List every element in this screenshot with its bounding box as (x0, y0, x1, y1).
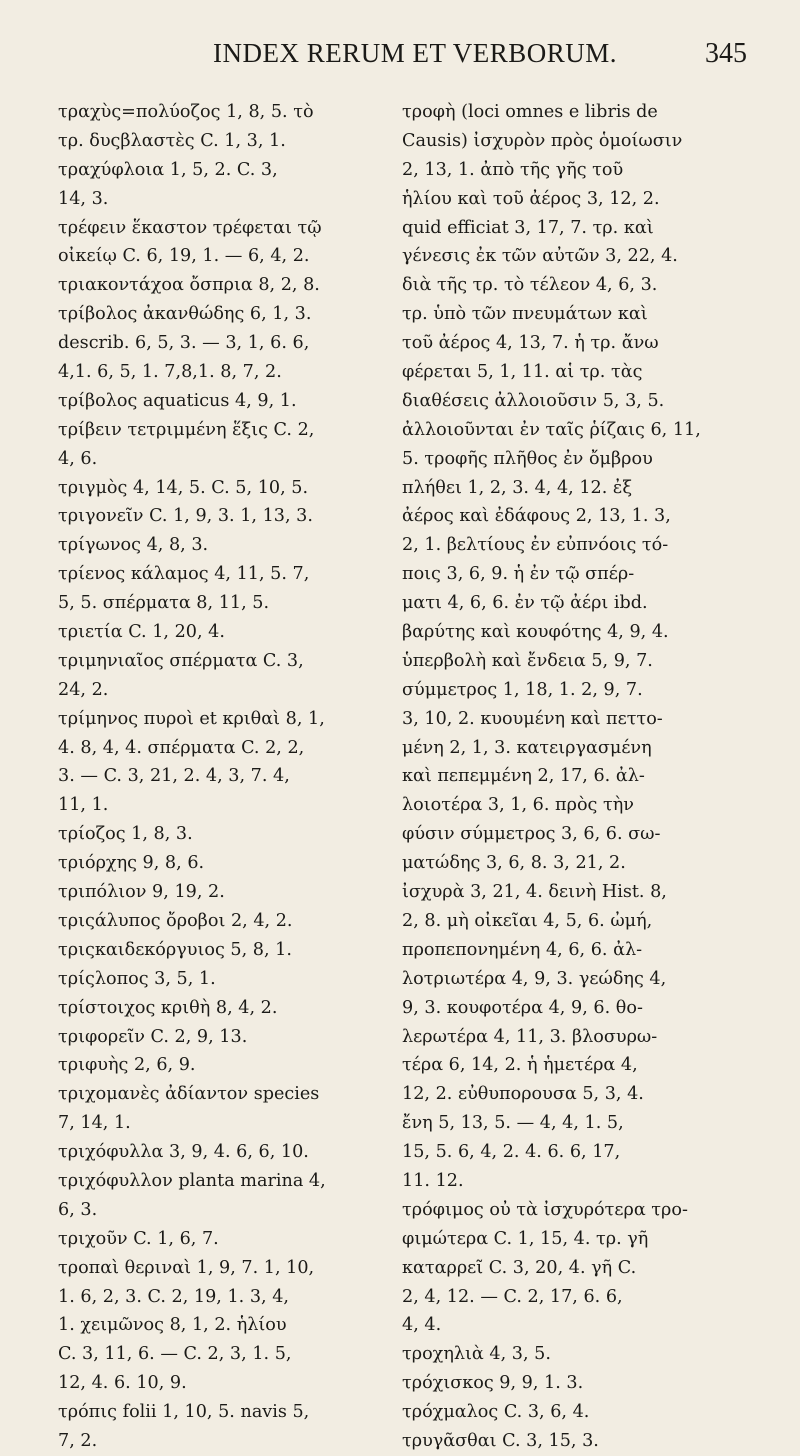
index-line: καταρρεῖ C. 3, 20, 4. γῆ C. (402, 1257, 637, 1278)
index-line: 14, 3. (58, 188, 109, 209)
index-line: τρόχμαλος C. 3, 6, 4. (402, 1402, 590, 1423)
index-line: 4. 8, 4, 4. σπέρματα C. 2, 2, (58, 737, 305, 758)
index-line: ποις 3, 6, 9. ἡ ἐν τῷ σπέρ- (402, 564, 635, 585)
index-line: τριακοντάχοα ὄσπρια 8, 2, 8. (58, 275, 320, 296)
index-line: τραχύφλοια 1, 5, 2. C. 3, (58, 159, 278, 180)
index-line: Causis) ἰσχυρὸν πρὸς ὁμοίωσιν (402, 130, 683, 151)
index-line: 4,1. 6, 5, 1. 7,8,1. 8, 7, 2. (58, 362, 282, 383)
index-line: quid efficiat 3, 17, 7. τρ. καὶ (402, 217, 654, 238)
index-line: σύμμετρος 1, 18, 1. 2, 9, 7. (402, 679, 643, 700)
index-line: τραχὺς=πολύοζος 1, 8, 5. τὸ (58, 102, 314, 122)
index-line: προπεπονημένη 4, 6, 6. ἀλ- (402, 939, 643, 960)
index-line: 5, 5. σπέρματα 8, 11, 5. (58, 593, 270, 614)
index-line: τρόφιμος οὐ τὰ ἰσχυρότερα τρο- (402, 1199, 688, 1220)
index-line: βαρύτης καὶ κουφότης 4, 9, 4. (402, 622, 669, 643)
index-line: μένη 2, 1, 3. κατειργασμένη (402, 737, 652, 758)
index-line: τριςάλυπος ὄροβοι 2, 4, 2. (58, 910, 293, 931)
index-line: 15, 5. 6, 4, 2. 4. 6. 6, 17, (402, 1142, 621, 1163)
index-line: λερωτέρα 4, 11, 3. βλοσυρω- (402, 1026, 658, 1047)
index-line: τριχομανὲς ἀδίαντον species (58, 1084, 320, 1105)
index-line: 6, 3. (58, 1199, 98, 1220)
index-line: ἰσχυρὰ 3, 21, 4. δεινὴ Hist. 8, (402, 882, 667, 903)
index-line: τροχηλιὰ 4, 3, 5. (402, 1344, 551, 1365)
index-line: τριχόφυλλον planta marina 4, (58, 1170, 326, 1191)
index-line: τρίμηνος πυροὶ et κριθαὶ 8, 1, (58, 708, 325, 729)
index-line: γένεσις ἐκ τῶν αὐτῶν 3, 22, 4. (402, 246, 678, 267)
index-line: 2, 1. βελτίους ἐν εὐπνόοις τό- (402, 535, 669, 556)
index-line: 5. τροφῆς πλῆθος ἐν ὄμβρου (402, 448, 653, 469)
index-line: C. 3, 11, 6. — C. 2, 3, 1. 5, (58, 1344, 292, 1365)
index-line: τριχόφυλλα 3, 9, 4. 6, 6, 10. (58, 1142, 309, 1163)
right-column (402, 98, 764, 1456)
index-line: ὑπερβολὴ καὶ ἔνδεια 5, 9, 7. (402, 650, 653, 671)
index-line: τριμηνιαῖος σπέρματα C. 3, (58, 650, 304, 671)
index-line: 7, 14, 1. (58, 1113, 131, 1134)
index-line: τρόχισκος 9, 9, 1. 3. (402, 1373, 584, 1394)
index-line: τριετία C. 1, 20, 4. (58, 622, 225, 643)
index-line: ἀλλοιοῦνται ἐν ταῖς ῥίζαις 6, 11, (402, 419, 701, 440)
index-line: τριόρχης 9, 8, 6. (58, 853, 205, 874)
index-line: τρίβολος aquaticus 4, 9, 1. (58, 390, 297, 411)
index-line: τροφὴ (loci omnes e libris de (402, 102, 658, 122)
index-line: τρίβειν τετριμμένη ἕξις C. 2, (58, 419, 315, 440)
index-line: τριςκαιδεκόργυιος 5, 8, 1. (58, 939, 292, 960)
page-number: 345 (705, 38, 747, 69)
index-line: πλήθει 1, 2, 3. 4, 4, 12. ἐξ (402, 477, 633, 498)
index-line: 4, 4. (402, 1315, 442, 1336)
index-line: τρυγᾶσθαι C. 3, 15, 3. (402, 1430, 599, 1451)
index-line: οἰκείῳ C. 6, 19, 1. — 6, 4, 2. (58, 246, 310, 267)
index-line: 11, 1. (58, 795, 109, 816)
running-header (0, 38, 800, 78)
index-line: τριπόλιον 9, 19, 2. (58, 882, 225, 903)
index-line: διὰ τῆς τρ. τὸ τέλεον 4, 6, 3. (402, 275, 658, 296)
index-line: λοιοτέρα 3, 1, 6. πρὸς τὴν (402, 795, 634, 816)
index-line: τρίγωνος 4, 8, 3. (58, 535, 209, 556)
index-line: τριφορεῖν C. 2, 9, 13. (58, 1026, 248, 1047)
index-line: τριγμὸς 4, 14, 5. C. 5, 10, 5. (58, 477, 309, 498)
index-line: ματι 4, 6, 6. ἐν τῷ ἀέρι ibd. (402, 593, 648, 614)
index-line: 4, 6. (58, 448, 98, 469)
index-line: ματώδης 3, 6, 8. 3, 21, 2. (402, 853, 626, 874)
index-line: τριφυὴς 2, 6, 9. (58, 1055, 196, 1076)
index-line: 7, 2. (58, 1430, 98, 1451)
index-line: 24, 2. (58, 679, 109, 700)
index-line: διαθέσεις ἀλλοιοῦσιν 5, 3, 5. (402, 390, 665, 411)
index-line: τοῦ ἀέρος 4, 13, 7. ἡ τρ. ἄνω (402, 333, 659, 354)
index-line: τρόπις folii 1, 10, 5. navis 5, (58, 1402, 310, 1423)
index-line: 9, 3. κουφοτέρα 4, 9, 6. θο- (402, 997, 643, 1018)
index-line: τρέφειν ἕκαστον τρέφεται τῷ (58, 217, 322, 238)
index-line: φύσιν σύμμετρος 3, 6, 6. σω- (402, 824, 661, 845)
index-line: 1. 6, 2, 3. C. 2, 19, 1. 3, 4, (58, 1286, 290, 1307)
index-line: 12, 2. εὐθυπορουσα 5, 3, 4. (402, 1084, 644, 1105)
index-line: τριχοῦν C. 1, 6, 7. (58, 1228, 219, 1249)
index-line: ἡλίου καὶ τοῦ ἀέρος 3, 12, 2. (402, 188, 660, 209)
index-line: τέρα 6, 14, 2. ἡ ἡμετέρα 4, (402, 1055, 638, 1076)
index-line: τρίστοιχος κριθὴ 8, 4, 2. (58, 997, 278, 1018)
index-line: 3, 10, 2. κυουμένη καὶ πεττο- (402, 708, 663, 729)
index-line: τρ. ὑπὸ τῶν πνευμάτων καὶ (402, 304, 648, 325)
index-line: τριγονεῖν C. 1, 9, 3. 1, 13, 3. (58, 506, 313, 527)
index-line: 11. 12. (402, 1170, 464, 1191)
index-line: φιμώτερα C. 1, 15, 4. τρ. γῆ (402, 1228, 649, 1249)
index-line: καὶ πεπεμμένη 2, 17, 6. ἀλ- (402, 766, 645, 787)
index-line: 2, 13, 1. ἀπὸ τῆς γῆς τοῦ (402, 159, 624, 180)
index-line: ἀέρος καὶ ἐδάφους 2, 13, 1. 3, (402, 506, 671, 527)
index-line: 12, 4. 6. 10, 9. (58, 1373, 187, 1394)
index-line: τρίβολος ἀκανθώδης 6, 1, 3. (58, 304, 312, 325)
index-line: λοτριωτέρα 4, 9, 3. γεώδης 4, (402, 968, 667, 989)
left-column (58, 98, 384, 1456)
index-line: τρίςλοπος 3, 5, 1. (58, 968, 216, 989)
index-line: 2, 8. μὴ οἰκεῖαι 4, 5, 6. ὠμή, (402, 910, 653, 931)
index-line: τρίενος κάλαμος 4, 11, 5. 7, (58, 564, 310, 585)
index-line: describ. 6, 5, 3. — 3, 1, 6. 6, (58, 333, 310, 354)
index-line: 1. χειμῶνος 8, 1, 2. ἡλίου (58, 1315, 287, 1336)
index-line: φέρεται 5, 1, 11. αἱ τρ. τὰς (402, 362, 643, 383)
header-title: INDEX RERUM ET VERBORUM. (213, 38, 618, 68)
index-line: 2, 4, 12. — C. 2, 17, 6. 6, (402, 1286, 623, 1307)
index-line: τρίοζος 1, 8, 3. (58, 824, 193, 845)
index-line: 3. — C. 3, 21, 2. 4, 3, 7. 4, (58, 766, 290, 787)
index-line: τροπαὶ θεριναὶ 1, 9, 7. 1, 10, (58, 1257, 315, 1278)
index-line: τρ. δυςβλαστὲς C. 1, 3, 1. (58, 130, 286, 151)
index-line: ἔνη 5, 13, 5. — 4, 4, 1. 5, (402, 1113, 624, 1134)
